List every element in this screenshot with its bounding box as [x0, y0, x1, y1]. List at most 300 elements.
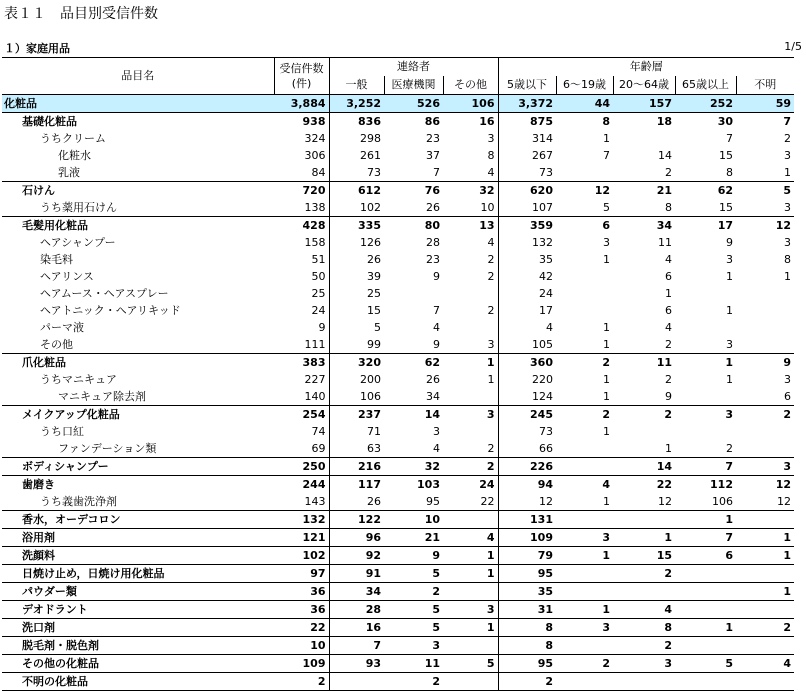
table-row: [2, 336, 794, 354]
row-item-name: ファンデーション類: [58, 441, 157, 455]
cell-other: [443, 319, 498, 336]
table-row: [2, 251, 794, 268]
cell-age-20-64: 157: [613, 95, 675, 113]
cell-other: 2: [487, 303, 495, 317]
row-item-name: 日焼け止め，日焼け用化粧品: [2, 565, 274, 583]
cell-age-0-5: 95: [498, 655, 556, 673]
cell-age-65: [675, 319, 736, 336]
table-row: [2, 529, 794, 547]
cell-age-20-64: 6: [665, 303, 672, 317]
cell-medical: 7: [433, 303, 440, 317]
cell-medical: 4: [433, 320, 440, 334]
row-item-name: 基礎化粧品: [2, 113, 274, 131]
cell-other: 3: [487, 131, 495, 145]
cell-age-0-5: 226: [498, 458, 556, 476]
cell-general: 216: [329, 458, 384, 476]
cell-general: 99: [329, 336, 384, 354]
cell-age-6-19: 4: [556, 476, 613, 494]
cell-medical: 10: [384, 511, 443, 529]
cell-total: 250: [274, 458, 329, 476]
row-item-name: 化粧品: [2, 95, 274, 113]
cell-general: 26: [329, 493, 384, 511]
row-item-name: 歯磨き: [2, 476, 274, 494]
header-total: [274, 58, 329, 95]
cell-total: 3,884: [274, 95, 329, 113]
cell-unknown: 1: [784, 269, 791, 283]
cell-total: 938: [274, 113, 329, 131]
row-item-name: その他: [40, 337, 73, 351]
cell-general: 106: [329, 388, 384, 406]
cell-general: 298: [329, 130, 384, 147]
table-row: [2, 371, 794, 388]
cell-total: 111: [304, 337, 326, 351]
cell-other: 24: [443, 476, 498, 494]
row-item-name: 染毛料: [40, 252, 73, 266]
table-row: [2, 655, 794, 673]
cell-age-20-64: 6: [665, 269, 672, 283]
cell-general: 836: [329, 113, 384, 131]
cell-medical: 9: [433, 337, 440, 351]
cell-unknown: 3: [784, 200, 791, 214]
cell-age-20-64: 8: [613, 619, 675, 637]
cell-medical: 23: [426, 131, 440, 145]
cell-total: 109: [274, 655, 329, 673]
cell-age-20-64: 9: [665, 389, 672, 403]
cell-medical: 26: [426, 372, 440, 386]
cell-age-0-5: 12: [498, 493, 556, 511]
table-row: [2, 565, 794, 583]
table-row: [2, 113, 794, 131]
cell-general: 28: [329, 601, 384, 619]
section-title: １）家庭用品: [4, 42, 70, 55]
cell-general: 73: [329, 164, 384, 182]
cell-total: 36: [274, 601, 329, 619]
cell-medical: 4: [433, 441, 440, 455]
cell-age-65: 62: [675, 182, 736, 200]
cell-medical: 9: [433, 269, 440, 283]
cell-general: 122: [329, 511, 384, 529]
cell-age-0-5: 79: [498, 547, 556, 565]
cell-age-0-5: 73: [498, 423, 556, 440]
cell-unknown: 1: [736, 583, 794, 601]
cell-age-0-5: 94: [498, 476, 556, 494]
cell-age-65: [675, 388, 736, 406]
cell-age-20-64: 15: [613, 547, 675, 565]
cell-general: 91: [329, 565, 384, 583]
cell-age-0-5: 314: [498, 130, 556, 147]
cell-age-6-19: [556, 637, 613, 655]
cell-other: [443, 423, 498, 440]
cell-age-0-5: 42: [498, 268, 556, 285]
cell-medical: 5: [384, 619, 443, 637]
cell-total: 383: [274, 354, 329, 372]
row-item-name: うちマニキュア: [40, 372, 117, 386]
cell-total: 74: [311, 424, 326, 438]
cell-age-65: 15: [719, 148, 733, 162]
cell-age-20-64: 22: [613, 476, 675, 494]
cell-age-65: 106: [712, 494, 733, 508]
cell-other: 106: [443, 95, 498, 113]
table-row: [2, 547, 794, 565]
cell-age-65: 9: [726, 235, 733, 249]
cell-medical: 2: [384, 583, 443, 601]
cell-general: 261: [329, 147, 384, 164]
cell-age-20-64: 4: [665, 252, 672, 266]
cell-age-65: [675, 601, 736, 619]
cell-general: 126: [329, 234, 384, 251]
cell-age-0-5: 73: [498, 164, 556, 182]
cell-other: 3: [443, 601, 498, 619]
cell-medical: 26: [426, 200, 440, 214]
row-item-name: 化粧水: [58, 148, 91, 162]
cell-other: [443, 388, 498, 406]
cell-age-6-19: 2: [556, 406, 613, 424]
row-item-name: うち薬用石けん: [40, 200, 117, 214]
cell-age-20-64: [613, 423, 675, 440]
cell-age-65: 5: [675, 655, 736, 673]
cell-unknown: 2: [784, 131, 791, 145]
cell-other: [443, 511, 498, 529]
table-row: [2, 583, 794, 601]
cell-total: 50: [311, 269, 326, 283]
table-row: [2, 354, 794, 372]
cell-age-6-19: 1: [603, 389, 610, 403]
cell-unknown: 12: [736, 476, 794, 494]
row-item-name: 毛髪用化粧品: [2, 217, 274, 235]
cell-total: 69: [311, 441, 326, 455]
cell-unknown: 6: [784, 389, 791, 403]
cell-age-65: [675, 673, 736, 691]
cell-age-0-5: 245: [498, 406, 556, 424]
cell-general: 92: [329, 547, 384, 565]
cell-age-65: [675, 637, 736, 655]
cell-medical: 32: [384, 458, 443, 476]
cell-medical: 3: [433, 424, 440, 438]
cell-total: 10: [274, 637, 329, 655]
table-row: [2, 130, 794, 147]
row-item-name: ヘアシャンプー: [40, 235, 116, 249]
cell-medical: 11: [384, 655, 443, 673]
cell-age-6-19: 1: [603, 494, 610, 508]
cell-other: 32: [443, 182, 498, 200]
cell-other: 3: [443, 406, 498, 424]
cell-age-0-5: 3,372: [498, 95, 556, 113]
item-count-table: [2, 57, 794, 691]
cell-general: 25: [329, 285, 384, 302]
header-contact-medical: 医療機関: [384, 76, 443, 95]
cell-medical: 86: [384, 113, 443, 131]
cell-other: 4: [487, 235, 495, 249]
table-row: [2, 511, 794, 529]
cell-general: 15: [329, 302, 384, 319]
cell-age-20-64: 34: [613, 217, 675, 235]
table-row: [2, 234, 794, 251]
cell-other: 22: [480, 494, 495, 508]
cell-age-20-64: [613, 511, 675, 529]
cell-other: [443, 673, 498, 691]
cell-other: 1: [443, 354, 498, 372]
row-item-name: メイクアップ化粧品: [2, 406, 274, 424]
cell-medical: 9: [384, 547, 443, 565]
cell-age-20-64: 2: [665, 337, 672, 351]
cell-age-6-19: [556, 164, 613, 182]
cell-unknown: 9: [736, 354, 794, 372]
cell-age-0-5: 131: [498, 511, 556, 529]
cell-age-20-64: 11: [613, 354, 675, 372]
table-row: [2, 217, 794, 235]
cell-general: 320: [329, 354, 384, 372]
cell-age-6-19: [556, 440, 613, 458]
cell-age-20-64: 8: [665, 200, 672, 214]
header-age-0-5: 5歳以下: [498, 76, 556, 95]
cell-age-20-64: [613, 130, 675, 147]
cell-age-0-5: 35: [498, 251, 556, 268]
cell-general: [329, 673, 384, 691]
cell-age-0-5: 109: [498, 529, 556, 547]
cell-total: 132: [274, 511, 329, 529]
table-body: [2, 95, 794, 691]
cell-unknown: 4: [736, 655, 794, 673]
cell-unknown: 3: [736, 458, 794, 476]
table-row: [2, 147, 794, 164]
cell-age-0-5: 360: [498, 354, 556, 372]
cell-age-20-64: 11: [658, 235, 672, 249]
cell-medical: 28: [426, 235, 440, 249]
row-item-name: 脱毛剤・脱色剤: [2, 637, 274, 655]
page-title: 表１１ 品目別受信件数: [4, 6, 158, 22]
cell-total: 22: [274, 619, 329, 637]
cell-age-6-19: [556, 285, 613, 302]
row-item-name: 石けん: [2, 182, 274, 200]
page-number: 1/5: [784, 40, 802, 53]
cell-total: 254: [274, 406, 329, 424]
cell-total: 428: [274, 217, 329, 235]
cell-other: 4: [487, 165, 495, 179]
cell-medical: 14: [384, 406, 443, 424]
cell-age-0-5: 267: [498, 147, 556, 164]
cell-other: [443, 285, 498, 302]
cell-age-65: 252: [675, 95, 736, 113]
cell-other: 1: [443, 547, 498, 565]
cell-total: 121: [274, 529, 329, 547]
cell-age-6-19: 1: [603, 337, 610, 351]
cell-total: 84: [311, 165, 326, 179]
cell-unknown: [736, 601, 794, 619]
row-item-name: 洗顔料: [2, 547, 274, 565]
cell-total: 36: [274, 583, 329, 601]
cell-unknown: 12: [777, 494, 791, 508]
cell-total: 306: [304, 148, 326, 162]
cell-unknown: 2: [736, 619, 794, 637]
cell-unknown: 8: [784, 252, 791, 266]
row-item-name: 爪化粧品: [2, 354, 274, 372]
cell-age-20-64: 1: [613, 529, 675, 547]
cell-age-65: 1: [726, 372, 733, 386]
cell-age-0-5: 66: [498, 440, 556, 458]
cell-age-6-19: 2: [556, 655, 613, 673]
row-item-name: 浴用剤: [2, 529, 274, 547]
cell-medical: 21: [384, 529, 443, 547]
cell-age-0-5: 124: [498, 388, 556, 406]
cell-unknown: [736, 565, 794, 583]
cell-age-0-5: 107: [498, 199, 556, 217]
cell-age-0-5: 4: [498, 319, 556, 336]
cell-age-65: [675, 565, 736, 583]
cell-general: 335: [329, 217, 384, 235]
cell-other: 1: [443, 619, 498, 637]
cell-unknown: [736, 511, 794, 529]
header-age-unknown: 不明: [736, 76, 794, 95]
header-age-6-19: 6～19歳: [556, 76, 613, 95]
cell-age-20-64: [613, 673, 675, 691]
cell-age-6-19: 8: [556, 113, 613, 131]
cell-general: 102: [329, 199, 384, 217]
cell-age-0-5: 8: [498, 637, 556, 655]
cell-medical: 37: [426, 148, 440, 162]
table-row: [2, 164, 794, 182]
cell-unknown: [736, 440, 794, 458]
cell-age-20-64: 3: [613, 655, 675, 673]
cell-age-6-19: 1: [603, 252, 610, 266]
table-row: [2, 423, 794, 440]
cell-unknown: [736, 673, 794, 691]
cell-medical: 23: [426, 252, 440, 266]
cell-medical: [384, 285, 443, 302]
cell-other: 2: [487, 252, 495, 266]
cell-age-6-19: 3: [556, 529, 613, 547]
cell-total: 324: [304, 131, 326, 145]
header-age-group: 年齢層: [498, 58, 794, 77]
cell-total: 9: [318, 320, 326, 334]
table-row: [2, 199, 794, 217]
header-item-name: 品目名: [2, 58, 274, 95]
cell-age-65: [675, 423, 736, 440]
cell-other: 16: [443, 113, 498, 131]
table-row: [2, 319, 794, 336]
cell-medical: 76: [384, 182, 443, 200]
cell-medical: 80: [384, 217, 443, 235]
cell-age-6-19: [556, 565, 613, 583]
cell-age-65: 7: [675, 458, 736, 476]
cell-age-20-64: 2: [665, 372, 672, 386]
cell-total: 102: [274, 547, 329, 565]
cell-total: 138: [304, 200, 326, 214]
cell-age-6-19: [556, 302, 613, 319]
cell-age-65: 1: [675, 619, 736, 637]
cell-medical: 526: [384, 95, 443, 113]
cell-general: 71: [329, 423, 384, 440]
cell-other: 1: [443, 565, 498, 583]
cell-age-6-19: 7: [603, 148, 610, 162]
table-row: [2, 388, 794, 406]
cell-total: 143: [304, 494, 326, 508]
header-total-line1: 受信件数: [279, 62, 324, 75]
table-row: [2, 493, 794, 511]
cell-age-0-5: 132: [498, 234, 556, 251]
cell-other: 1: [487, 372, 495, 386]
table-row: [2, 406, 794, 424]
cell-age-65: 3: [726, 252, 733, 266]
cell-general: 63: [329, 440, 384, 458]
cell-age-65: 15: [719, 200, 733, 214]
cell-age-6-19: 12: [556, 182, 613, 200]
table-row: [2, 268, 794, 285]
row-item-name: ヘアリンス: [40, 269, 94, 283]
cell-general: 5: [329, 319, 384, 336]
cell-unknown: [736, 336, 794, 354]
cell-other: 10: [480, 200, 495, 214]
cell-age-20-64: 12: [658, 494, 672, 508]
cell-age-65: 3: [726, 337, 733, 351]
cell-general: 34: [329, 583, 384, 601]
table-row: [2, 637, 794, 655]
cell-other: 2: [487, 269, 495, 283]
cell-age-0-5: 17: [498, 302, 556, 319]
cell-medical: 34: [426, 389, 440, 403]
cell-age-20-64: 2: [613, 406, 675, 424]
cell-age-65: 30: [675, 113, 736, 131]
cell-age-20-64: 2: [665, 165, 672, 179]
row-item-name: その他の化粧品: [2, 655, 274, 673]
cell-unknown: 12: [736, 217, 794, 235]
cell-age-6-19: [556, 673, 613, 691]
cell-unknown: 1: [736, 547, 794, 565]
cell-age-0-5: 105: [498, 336, 556, 354]
cell-age-6-19: 1: [556, 547, 613, 565]
cell-total: 2: [274, 673, 329, 691]
cell-unknown: [736, 302, 794, 319]
cell-unknown: 5: [736, 182, 794, 200]
row-item-name: マニキュア除去剤: [58, 389, 146, 403]
cell-medical: 7: [433, 165, 440, 179]
cell-medical: 5: [384, 601, 443, 619]
row-item-name: パーマ液: [40, 320, 84, 334]
cell-unknown: [736, 285, 794, 302]
cell-general: 3,252: [329, 95, 384, 113]
cell-age-65: 1: [726, 303, 733, 317]
cell-age-6-19: [556, 583, 613, 601]
cell-age-20-64: 21: [613, 182, 675, 200]
cell-unknown: 1: [736, 529, 794, 547]
row-item-name: 洗口剤: [2, 619, 274, 637]
table-row: [2, 182, 794, 200]
cell-age-20-64: 14: [658, 148, 672, 162]
cell-unknown: 3: [784, 148, 791, 162]
row-item-name: デオドラント: [2, 601, 274, 619]
row-item-name: 香水，オーデコロン: [2, 511, 274, 529]
cell-other: 4: [443, 529, 498, 547]
cell-age-6-19: 5: [603, 200, 610, 214]
cell-general: 26: [329, 251, 384, 268]
cell-other: 8: [487, 148, 495, 162]
table-row: [2, 619, 794, 637]
header-age-20-64: 20～64歳: [613, 76, 675, 95]
header-contact-other: その他: [443, 76, 498, 95]
table-row: [2, 458, 794, 476]
cell-age-65: 3: [675, 406, 736, 424]
cell-age-6-19: [556, 458, 613, 476]
cell-age-65: 1: [675, 511, 736, 529]
cell-age-20-64: 1: [665, 441, 672, 455]
cell-age-20-64: 4: [665, 320, 672, 334]
cell-general: 612: [329, 182, 384, 200]
table-row: [2, 476, 794, 494]
cell-age-20-64: [613, 583, 675, 601]
cell-age-65: 2: [726, 441, 733, 455]
cell-age-20-64: 14: [613, 458, 675, 476]
row-item-name: うちクリーム: [40, 131, 106, 145]
cell-other: [443, 637, 498, 655]
